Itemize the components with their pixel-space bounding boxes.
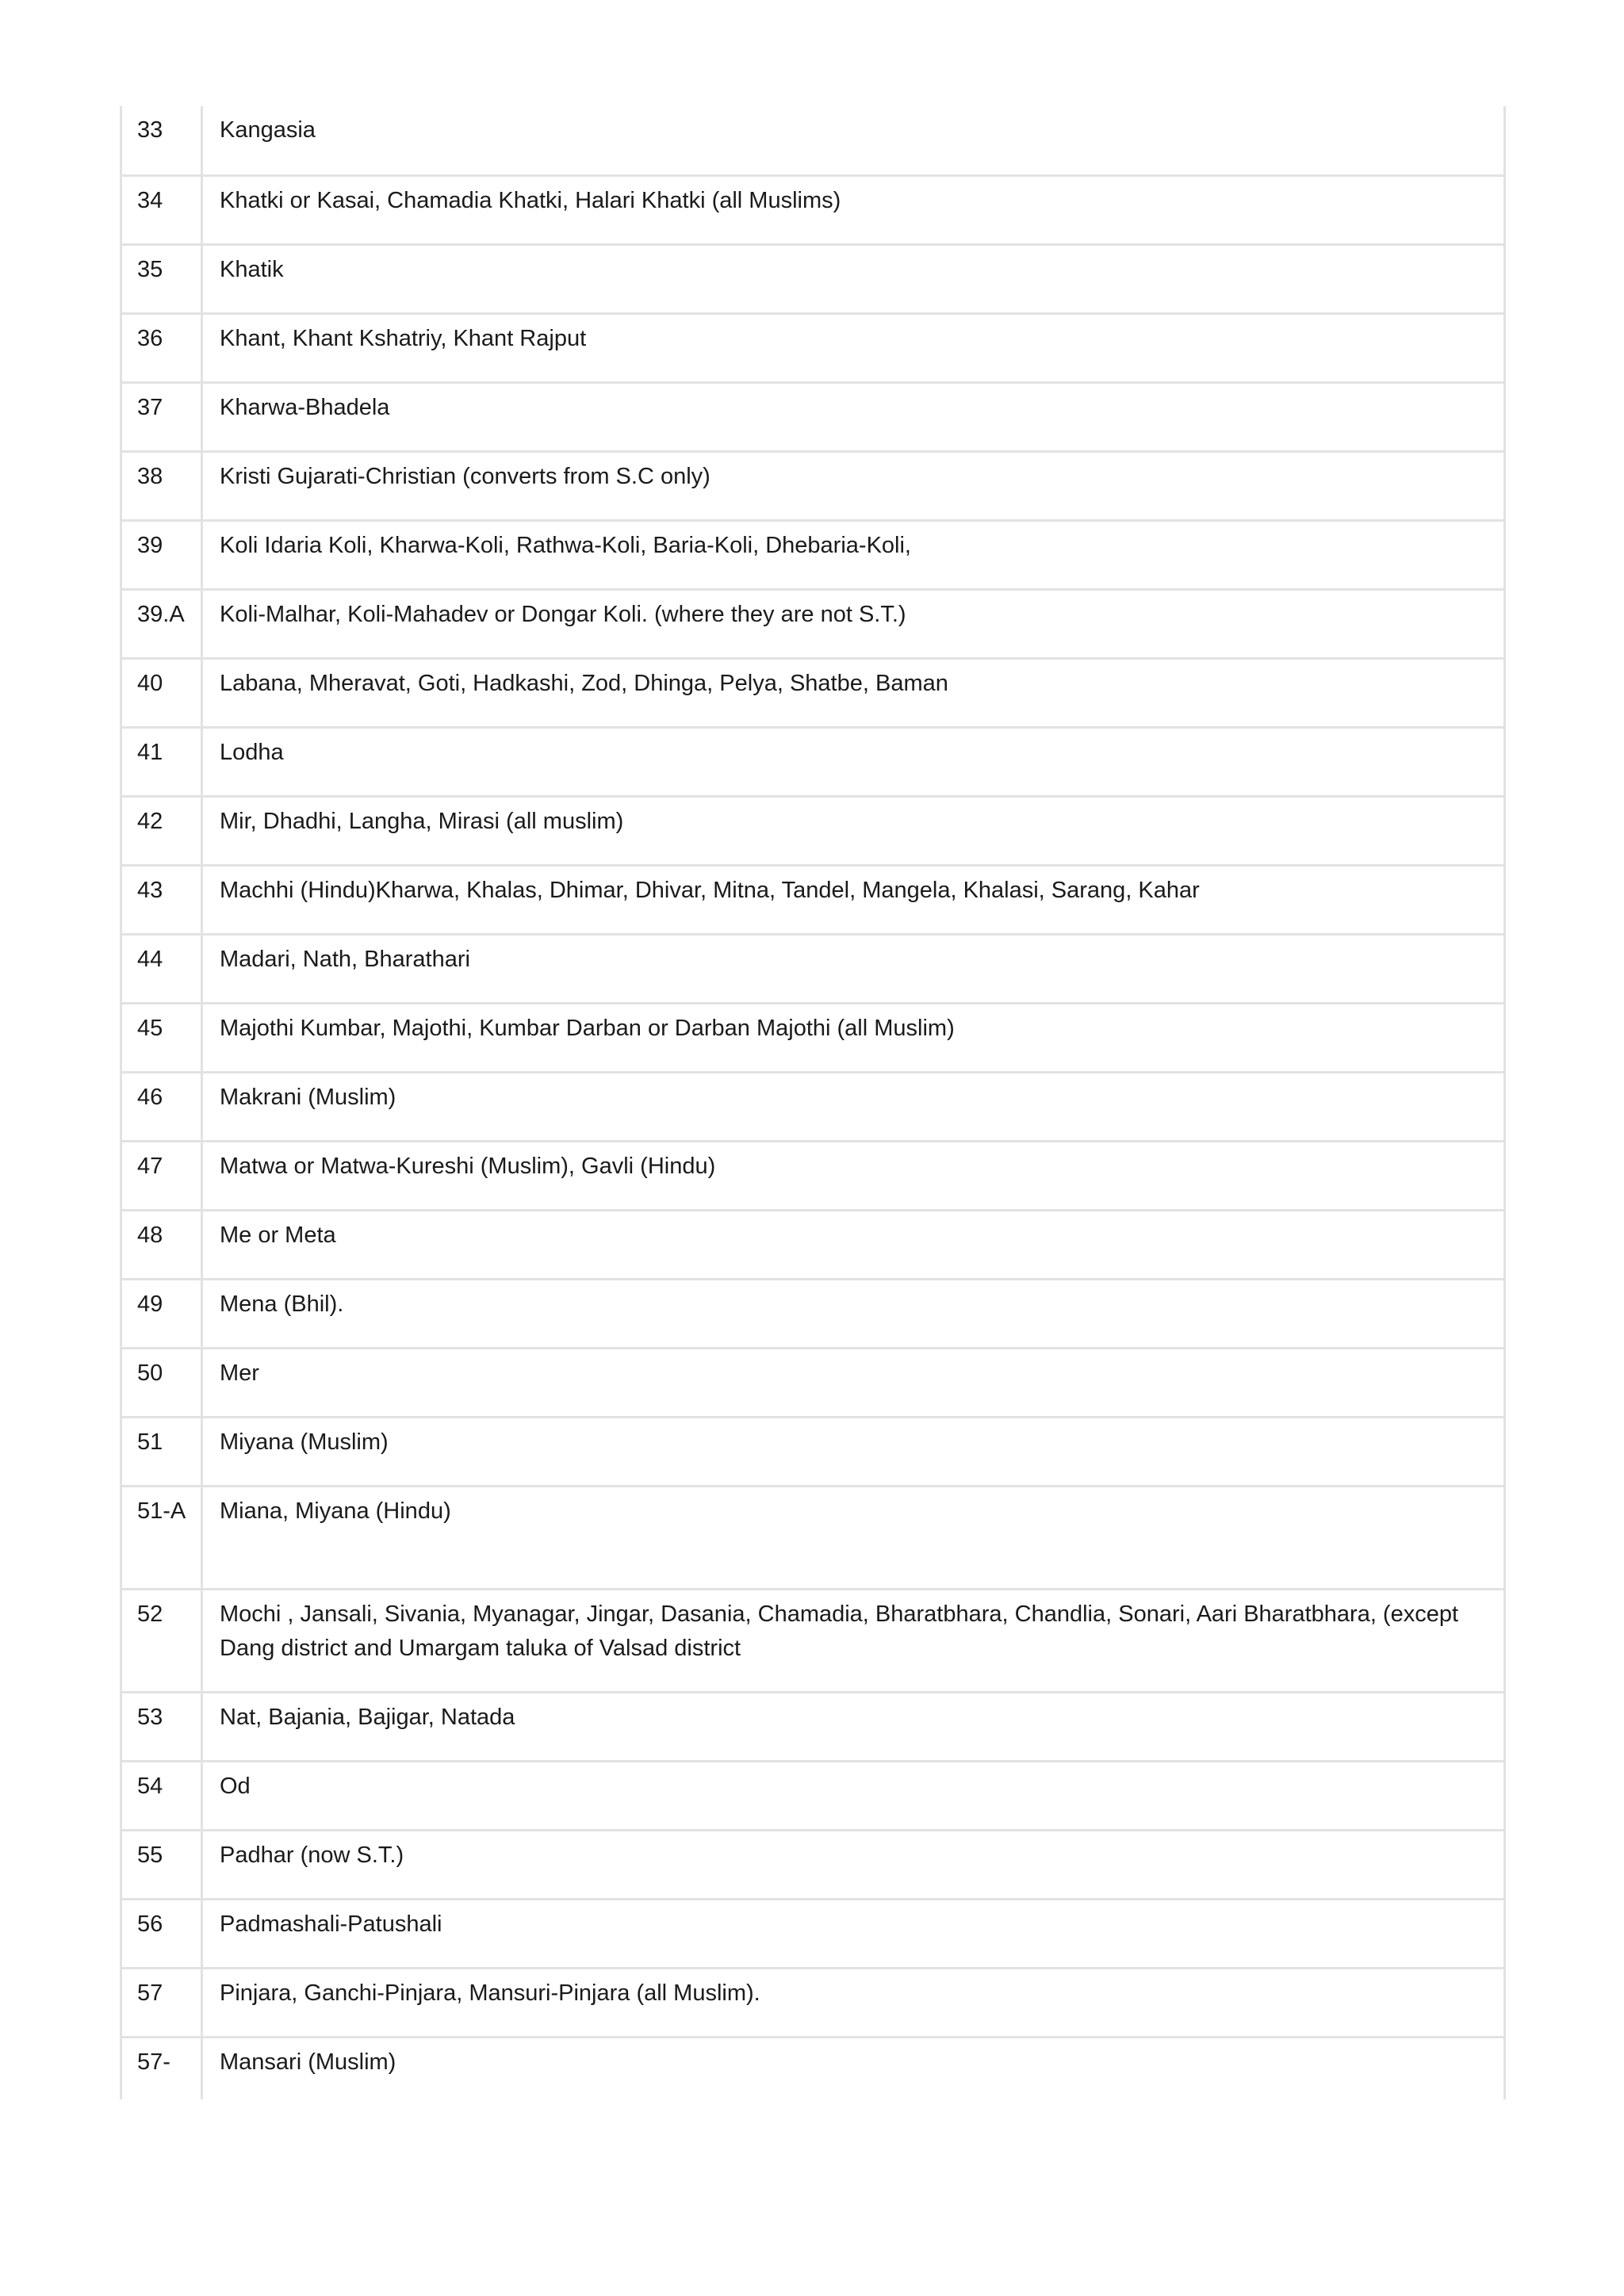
caste-name: Mer xyxy=(202,1348,1506,1417)
row-number: 57- xyxy=(137,2049,170,2075)
caste-name: Padmashali-Patushali xyxy=(202,1899,1506,1968)
caste-name: Miyana (Muslim) xyxy=(202,1417,1506,1486)
row-number: 51-A xyxy=(120,1486,202,1589)
caste-name: Matwa or Matwa-Kureshi (Muslim), Gavli (Hindu) xyxy=(202,1141,1506,1210)
table-row xyxy=(120,106,1506,175)
caste-name: Mena (Bhil). xyxy=(202,1279,1506,1348)
row-number: 48 xyxy=(120,1210,202,1279)
caste-list-table xyxy=(120,106,1506,2099)
row-number: 35 xyxy=(120,244,202,313)
caste-name: Machhi (Hindu)Kharwa, Khalas, Dhimar, Dhivar, Mitna, Tandel, Mangela, Khalasi, Sarang, Kahar xyxy=(202,865,1506,934)
caste-name: Kristi Gujarati-Christian (converts from S.C only) xyxy=(202,451,1506,520)
caste-name: Kangasia xyxy=(202,106,1506,175)
row-number: 39.A xyxy=(120,589,202,658)
row-number: 34 xyxy=(120,175,202,244)
caste-name: Lodha xyxy=(202,727,1506,796)
row-number: 43 xyxy=(120,865,202,934)
caste-name: Pinjara, Ganchi-Pinjara, Mansuri-Pinjara (all Muslim). xyxy=(202,1968,1506,2037)
row-number: 37 xyxy=(120,382,202,451)
table-row xyxy=(120,1003,1506,1072)
table-row xyxy=(120,520,1506,589)
table-row xyxy=(120,1589,1506,1692)
caste-name: Koli-Malhar, Koli-Mahadev or Dongar Koli. (where they are not S.T.) xyxy=(202,589,1506,658)
caste-name: Mir, Dhadhi, Langha, Mirasi (all muslim) xyxy=(202,796,1506,865)
table-row xyxy=(120,589,1506,658)
caste-name: Nat, Bajania, Bajigar, Natada xyxy=(202,1692,1506,1761)
caste-name: Kharwa-Bhadela xyxy=(202,382,1506,451)
caste-name: Khatki or Kasai, Chamadia Khatki, Halari Khatki (all Muslims) xyxy=(202,175,1506,244)
table-row xyxy=(120,1899,1506,1968)
table-row xyxy=(120,934,1506,1003)
row-number: 46 xyxy=(120,1072,202,1141)
row-number: 44 xyxy=(120,934,202,1003)
table-row xyxy=(120,1348,1506,1417)
row-number: 56 xyxy=(120,1899,202,1968)
table-row xyxy=(120,2037,1506,2099)
row-number: 53 xyxy=(120,1692,202,1761)
table-row xyxy=(120,796,1506,865)
table-row xyxy=(120,1486,1506,1589)
row-number: 41 xyxy=(120,727,202,796)
table-row xyxy=(120,865,1506,934)
row-number: 38 xyxy=(120,451,202,520)
table-row xyxy=(120,1210,1506,1279)
table-row xyxy=(120,175,1506,244)
table-row xyxy=(120,1072,1506,1141)
table-row xyxy=(120,1968,1506,2037)
caste-name: Majothi Kumbar, Majothi, Kumbar Darban or Darban Majothi (all Muslim) xyxy=(202,1003,1506,1072)
row-number: 33 xyxy=(120,106,202,175)
caste-name: Labana, Mheravat, Goti, Hadkashi, Zod, Dhinga, Pelya, Shatbe, Baman xyxy=(202,658,1506,727)
caste-name: Od xyxy=(202,1761,1506,1830)
caste-name: Khatik xyxy=(202,244,1506,313)
row-number: 52 xyxy=(120,1589,202,1692)
caste-name: Miana, Miyana (Hindu) xyxy=(202,1486,1506,1589)
table-row xyxy=(120,313,1506,382)
caste-name: Koli Idaria Koli, Kharwa-Koli, Rathwa-Koli, Baria-Koli, Dhebaria-Koli, xyxy=(202,520,1506,589)
table-row xyxy=(120,244,1506,313)
table-row xyxy=(120,1830,1506,1899)
caste-list-table-container xyxy=(120,106,1506,2099)
caste-name: Mochi , Jansali, Sivania, Myanagar, Jingar, Dasania, Chamadia, Bharatbhara, Chandlia, Sonari, Aari Bharatbhara, (except Dang district and Umargam taluka of Valsad district xyxy=(202,1589,1506,1692)
table-row xyxy=(120,1417,1506,1486)
row-number: 47 xyxy=(120,1141,202,1210)
caste-name: Padhar (now S.T.) xyxy=(202,1830,1506,1899)
table-row xyxy=(120,727,1506,796)
caste-name: Makrani (Muslim) xyxy=(202,1072,1506,1141)
caste-name: Me or Meta xyxy=(202,1210,1506,1279)
row-number: 42 xyxy=(120,796,202,865)
table-row xyxy=(120,1141,1506,1210)
caste-name: Khant, Khant Kshatriy, Khant Rajput xyxy=(202,313,1506,382)
table-row xyxy=(120,451,1506,520)
row-number: 36 xyxy=(120,313,202,382)
caste-name: Mansari (Muslim) xyxy=(220,2049,396,2075)
table-row xyxy=(120,1761,1506,1830)
caste-name: Madari, Nath, Bharathari xyxy=(202,934,1506,1003)
row-number: 54 xyxy=(120,1761,202,1830)
row-number: 50 xyxy=(120,1348,202,1417)
row-number: 57 xyxy=(120,1968,202,2037)
table-row xyxy=(120,382,1506,451)
table-row xyxy=(120,1279,1506,1348)
row-number: 49 xyxy=(120,1279,202,1348)
row-number: 55 xyxy=(120,1830,202,1899)
row-number: 51 xyxy=(120,1417,202,1486)
table-row xyxy=(120,658,1506,727)
row-number: 45 xyxy=(120,1003,202,1072)
row-number: 40 xyxy=(120,658,202,727)
table-row xyxy=(120,1692,1506,1761)
row-number: 39 xyxy=(120,520,202,589)
